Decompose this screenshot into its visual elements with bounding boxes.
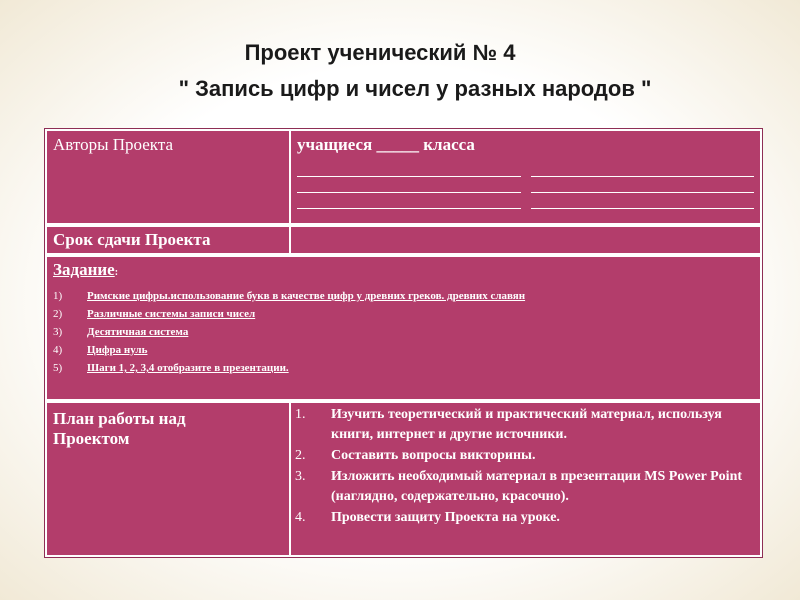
task-heading <box>47 257 760 283</box>
project-title: Проект ученический № 4 <box>244 40 516 65</box>
authors-value: учащиеся _____ класса <box>297 135 475 154</box>
task-cell <box>45 255 762 401</box>
plan-label: План работы над Проектом <box>53 409 186 448</box>
deadline-label-cell <box>45 225 291 255</box>
plan-value-cell <box>289 401 762 557</box>
list-item: 4. Провести защиту Проекта на уроке. <box>295 510 560 525</box>
list-item: 2. Составить вопросы викторины. <box>295 448 536 463</box>
list-item: 4) Цифра нуль <box>53 344 148 356</box>
deadline-value-cell <box>289 225 762 255</box>
deadline-label: Срок сдачи Проекта <box>53 230 211 249</box>
plan-label-cell <box>45 401 291 557</box>
authors-value-cell <box>289 129 762 225</box>
list-item: 3) Десятичная система <box>53 326 189 338</box>
deadline-value <box>291 227 760 235</box>
list-item: 5) Шаги 1, 2, 3,4 отобразите в презентации. <box>53 362 289 374</box>
list-item: 1) Римские цифры.использование букв в качестве цифр у древних греков. древних славян <box>53 290 526 302</box>
authors-label-cell <box>45 129 291 225</box>
authors-blank-lines <box>297 165 754 213</box>
list-item: 1. Изучить теоретический и практический материал, используя книги, интернет и другие источники. <box>295 407 722 442</box>
plan-list <box>291 405 760 528</box>
authors-label: Авторы Проекта <box>53 135 174 154</box>
project-subtitle: " Запись цифр и чисел у разных народов " <box>178 76 652 101</box>
task-list <box>47 287 760 377</box>
task-label: Задание <box>53 260 115 279</box>
list-item: 3. Изложить необходимый материал в презентации MS Power Point (наглядно, содержательно, красочно). <box>295 469 743 504</box>
project-table <box>44 128 763 558</box>
list-item: 2) Различные системы записи чисел <box>53 308 256 320</box>
task-colon: : <box>114 267 119 278</box>
